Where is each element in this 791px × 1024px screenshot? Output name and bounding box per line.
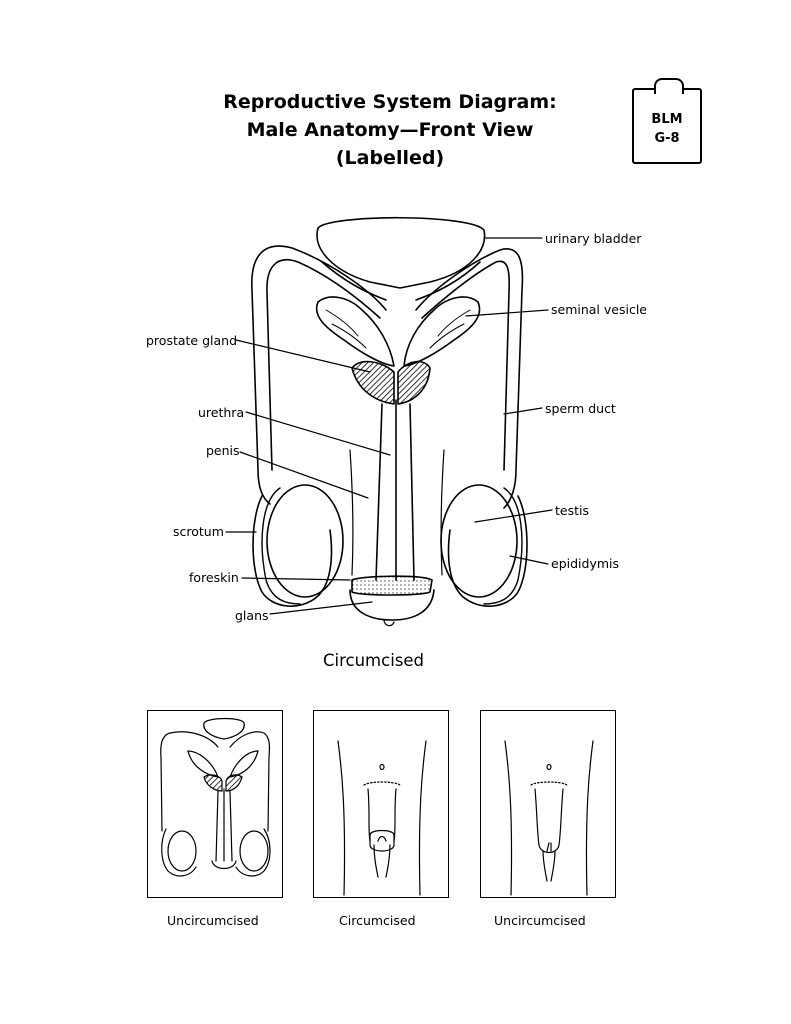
title-line-3: (Labelled) [335,147,445,169]
panel-2-figure [314,711,448,897]
badge-line-1: BLM [651,112,683,127]
panel-1-caption: Uncircumcised [167,913,259,928]
panel-2-caption: Circumcised [339,913,416,928]
testis-right [441,485,517,597]
label-prostate-gland: prostate gland [146,333,238,348]
penis-shaft-right [410,404,414,580]
panel-3-figure [481,711,615,897]
panel-1 [147,710,283,898]
panel-1-anatomy [148,711,282,897]
label-urethra: urethra [198,405,245,420]
prostate-gland-right [398,362,430,404]
label-urinary-bladder: urinary bladder [545,231,642,246]
label-scrotum: scrotum [173,524,224,539]
title-line-2: Male Anatomy—Front View [246,119,534,141]
label-seminal-vesicle: seminal vesicle [551,302,647,317]
label-epididymis: epididymis [551,556,619,571]
label-penis: penis [206,443,240,458]
panel-3-caption: Uncircumcised [494,913,586,928]
badge-line-2: G-8 [654,131,680,146]
label-sperm-duct: sperm duct [545,401,616,416]
panel-3 [480,710,616,898]
title-line-1: Reproductive System Diagram: [223,91,557,113]
label-testis: testis [555,503,589,518]
leader-lines [226,238,552,614]
panel-2 [313,710,449,898]
seminal-vesicle-left [317,297,394,366]
foreskin [352,576,432,595]
main-caption: Circumcised [323,651,425,670]
prostate-gland-left [352,362,394,404]
label-foreskin: foreskin [189,570,239,585]
penis-shaft-left [376,404,382,580]
label-glans: glans [235,608,269,623]
